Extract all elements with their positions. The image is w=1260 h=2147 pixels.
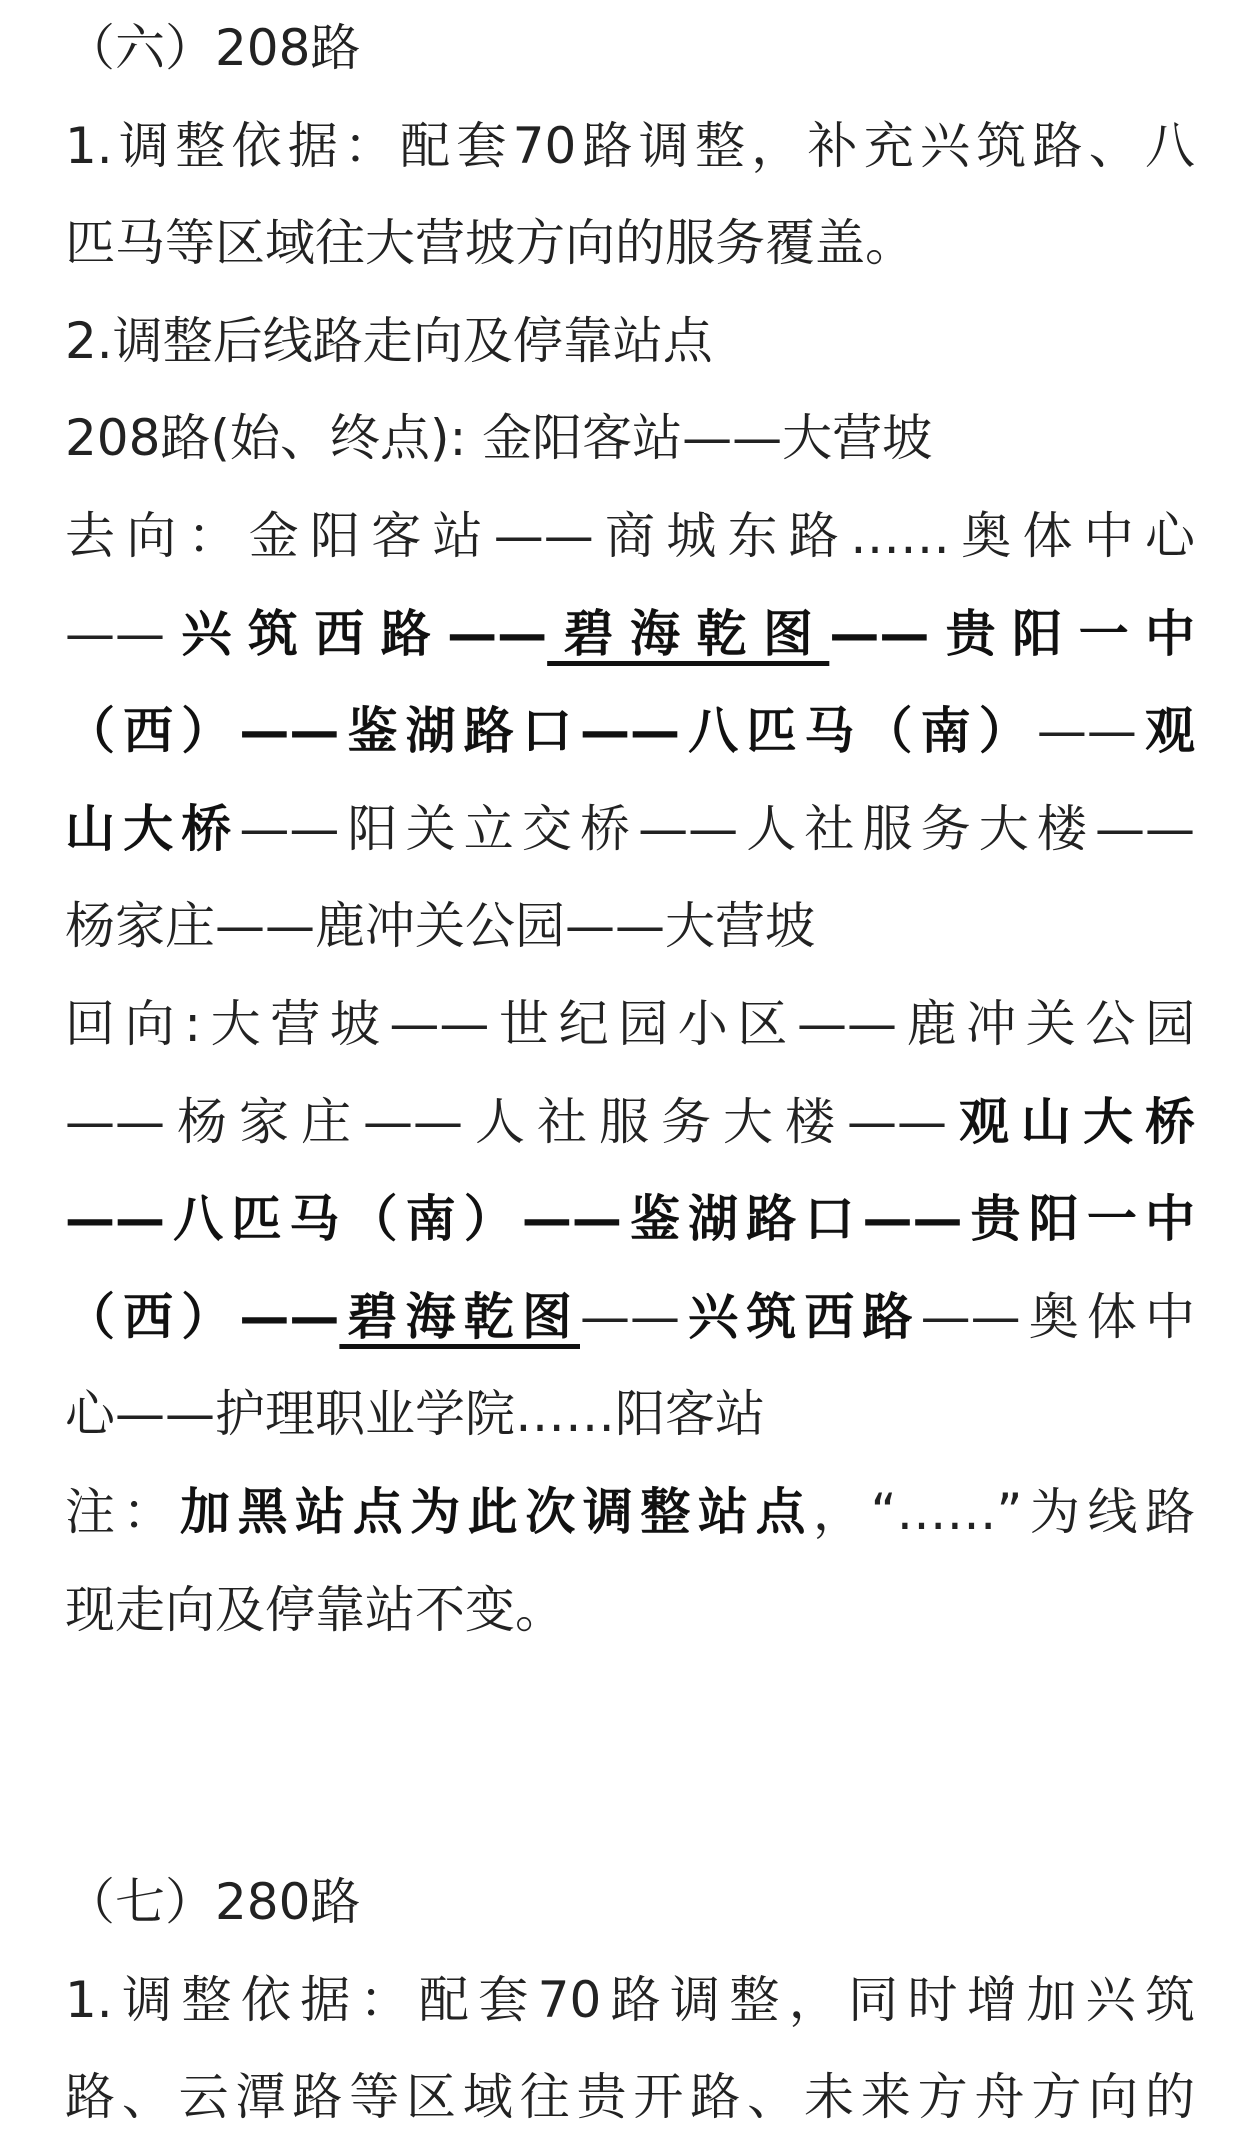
text-segment: 注： xyxy=(65,1482,181,1541)
text-segment: —— xyxy=(1036,702,1137,761)
route-section xyxy=(65,1854,1195,2147)
text-segment: 2.调整后线路走向及停靠站点 xyxy=(65,311,713,370)
text-line xyxy=(65,1464,1195,1562)
text-segment: 回向:大营坡——世纪园小区——鹿冲关公园 xyxy=(65,994,1195,1053)
text-segment: —— xyxy=(65,604,165,663)
text-segment: （六）208路 xyxy=(65,19,361,77)
text-line xyxy=(65,586,1195,684)
adjusted-stop-text: （西）—— xyxy=(65,1287,340,1346)
text-line xyxy=(65,390,1195,488)
text-segment: ——杨家庄——人社服务大楼—— xyxy=(65,1092,947,1151)
text-line xyxy=(65,488,1195,586)
route-section xyxy=(65,0,1195,1659)
text-segment: —— xyxy=(580,1287,680,1346)
section-heading xyxy=(65,0,1195,98)
adjusted-stop-text: （西）——鉴湖路口——八匹马（南） xyxy=(65,702,1037,761)
text-line xyxy=(65,1269,1195,1367)
text-line xyxy=(65,1074,1195,1172)
adjusted-stop-text: 观山大桥 xyxy=(947,1092,1195,1151)
text-segment: 现走向及停靠站不变。 xyxy=(65,1580,565,1639)
text-line xyxy=(65,2049,1195,2147)
text-line xyxy=(65,1952,1195,2050)
text-segment: ——奥体中 xyxy=(920,1287,1195,1346)
text-line xyxy=(65,1171,1195,1269)
text-segment: 去向：金阳客站——商城东路……奥体中心 xyxy=(65,506,1195,565)
underlined-stop-name: 碧海乾图 xyxy=(339,1287,580,1346)
adjusted-stop-text: ——八匹马（南）——鉴湖路口——贵阳一中 xyxy=(65,1190,1195,1249)
text-line xyxy=(65,293,1195,391)
text-line xyxy=(65,683,1195,781)
text-line xyxy=(65,1366,1195,1464)
text-segment: ，“……”为线路 xyxy=(813,1482,1196,1541)
adjusted-stop-text: 山大桥 xyxy=(65,799,240,858)
section-gap xyxy=(65,1659,1195,1854)
text-segment: 1.调整依据：配套70路调整，同时增加兴筑 xyxy=(65,1970,1195,2029)
adjusted-stop-text: 兴筑西路 xyxy=(680,1287,921,1346)
text-line xyxy=(65,1562,1195,1660)
text-segment: 208路(始、终点): 金阳客站——大营坡 xyxy=(65,409,933,468)
text-segment: 1.调整依据：配套70路调整，补充兴筑路、八 xyxy=(65,116,1195,175)
text-segment: 路、云潭路等区域往贵开路、未来方舟方向的 xyxy=(65,2068,1195,2127)
text-segment: （七）280路 xyxy=(65,1873,361,1932)
text-segment: 杨家庄——鹿冲关公园——大营坡 xyxy=(65,897,815,956)
document-body xyxy=(65,0,1195,2147)
text-segment: ——阳关立交桥——人社服务大楼—— xyxy=(239,799,1195,858)
adjusted-stop-text: 观 xyxy=(1136,702,1195,761)
adjusted-stop-text: ——贵阳一中 xyxy=(829,604,1196,663)
text-segment: 匹马等区域往大营坡方向的服务覆盖。 xyxy=(65,214,915,273)
underlined-stop-name: 碧海乾图 xyxy=(547,604,830,663)
text-line xyxy=(65,195,1195,293)
adjusted-stop-text: 加黑站点为此次调整站点 xyxy=(180,1482,814,1541)
text-line xyxy=(65,878,1195,976)
adjusted-stop-text: 兴筑西路—— xyxy=(165,604,548,663)
section-heading xyxy=(65,1854,1195,1952)
text-line xyxy=(65,976,1195,1074)
text-line xyxy=(65,98,1195,196)
text-line xyxy=(65,781,1195,879)
text-segment: 心——护理职业学院……阳客站 xyxy=(65,1385,765,1444)
